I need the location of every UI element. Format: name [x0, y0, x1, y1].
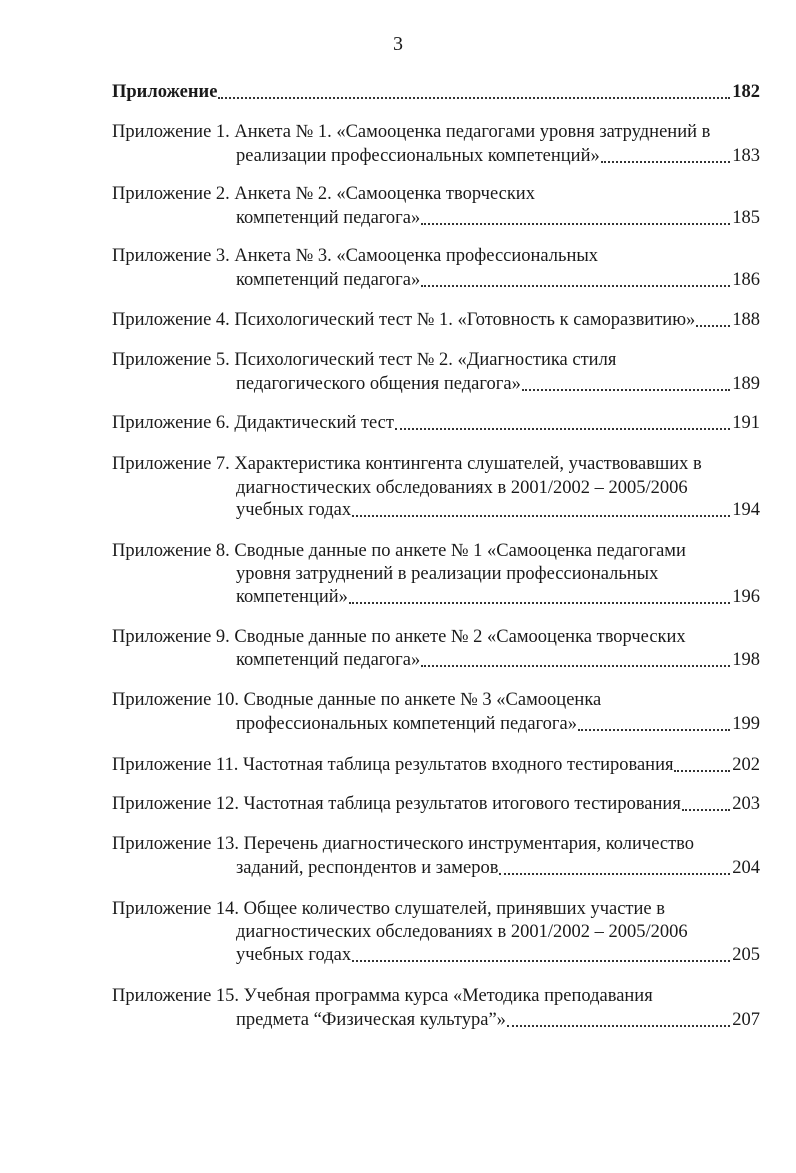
- entry-text: Приложение 12. Частотная таблица результатов итогового тестирования: [112, 794, 681, 814]
- entry-text: Приложение 10. Сводные данные по анкете № 3 «Самооценка: [112, 690, 602, 710]
- dot-leader: [349, 588, 730, 604]
- toc-entry-6[interactable]: [112, 411, 760, 435]
- entry-text: Приложение 5. Психологический тест № 2. «Диагностика стиля: [112, 350, 617, 370]
- entry-text: Приложение 14. Общее количество слушателей, принявших участие в: [112, 899, 665, 919]
- entry-text: компетенций»: [236, 587, 348, 607]
- entry-text: Приложение 4. Психологический тест № 1. «Готовность к саморазвитию»: [112, 310, 696, 330]
- entry-text: Приложение 6. Дидактический тест: [112, 413, 394, 433]
- toc-entry-14-cont[interactable]: [236, 920, 760, 944]
- entry-page: 183: [732, 146, 760, 166]
- toc-entry-10[interactable]: [112, 688, 760, 712]
- page-number: 3: [393, 33, 403, 55]
- toc-entry-4[interactable]: [112, 308, 760, 332]
- entry-text: компетенций педагога»: [236, 650, 421, 670]
- entry-text: уровня затруднений в реализации профессиональных: [236, 564, 659, 584]
- entry-text: заданий, респондентов и замеров: [236, 858, 499, 878]
- dot-leader: [395, 414, 730, 430]
- dot-leader: [421, 271, 730, 287]
- dot-leader: [674, 756, 730, 772]
- toc-entry-8-cont2[interactable]: [236, 585, 760, 609]
- toc-entry-11[interactable]: [112, 753, 760, 777]
- toc-heading[interactable]: [112, 80, 760, 104]
- toc-entry-14-cont2[interactable]: [236, 943, 760, 967]
- entry-text: Приложение 1. Анкета № 1. «Самооценка педагогами уровня затруднений в: [112, 122, 711, 142]
- toc-entry-2-cont[interactable]: [236, 206, 760, 230]
- entry-text: диагностических обследованиях в 2001/2002 – 2005/2006: [236, 922, 688, 942]
- toc-entry-1[interactable]: [112, 120, 760, 144]
- dot-leader: [522, 375, 730, 391]
- dot-leader: [682, 795, 730, 811]
- dot-leader: [421, 209, 730, 225]
- toc-entry-7-cont2[interactable]: [236, 498, 760, 522]
- toc-entry-3[interactable]: [112, 244, 760, 268]
- dot-leader: [601, 147, 731, 163]
- dot-leader: [218, 83, 730, 99]
- dot-leader: [352, 946, 730, 962]
- entry-page: 188: [732, 310, 760, 330]
- toc-entry-5-cont[interactable]: [236, 372, 760, 396]
- toc-entry-15[interactable]: [112, 984, 760, 1008]
- entry-text: Приложение 11. Частотная таблица результатов входного тестирования: [112, 755, 674, 775]
- entry-text: Приложение 7. Характеристика контингента слушателей, участвовавших в: [112, 454, 702, 474]
- entry-page: 186: [732, 270, 760, 290]
- toc-heading-page: 182: [732, 82, 760, 102]
- entry-text: компетенций педагога»: [236, 208, 421, 228]
- entry-text: педагогического общения педагога»: [236, 374, 521, 394]
- entry-text: Приложение 8. Сводные данные по анкете № 1 «Самооценка педагогами: [112, 541, 686, 561]
- entry-page: 185: [732, 208, 760, 228]
- entry-text: Приложение 9. Сводные данные по анкете № 2 «Самооценка творческих: [112, 627, 686, 647]
- dot-leader: [507, 1011, 730, 1027]
- entry-text: профессиональных компетенций педагога»: [236, 714, 577, 734]
- toc-entry-10-cont[interactable]: [236, 712, 760, 736]
- entry-text: компетенций педагога»: [236, 270, 421, 290]
- entry-page: 194: [732, 500, 760, 520]
- entry-text: учебных годах: [236, 945, 352, 965]
- entry-text: Приложение 15. Учебная программа курса «Методика преподавания: [112, 986, 653, 1006]
- toc-entry-7[interactable]: [112, 452, 760, 476]
- entry-page: 191: [732, 413, 760, 433]
- entry-page: 198: [732, 650, 760, 670]
- dot-leader: [578, 715, 730, 731]
- entry-text: Приложение 3. Анкета № 3. «Самооценка профессиональных: [112, 246, 599, 266]
- entry-text: Приложение 2. Анкета № 2. «Самооценка творческих: [112, 184, 535, 204]
- entry-page: 204: [732, 858, 760, 878]
- entry-page: 203: [732, 794, 760, 814]
- toc-entry-2[interactable]: [112, 182, 760, 206]
- toc-entry-7-cont[interactable]: [236, 476, 760, 500]
- entry-text: Приложение 13. Перечень диагностического инструментария, количество: [112, 834, 695, 854]
- dot-leader: [696, 311, 730, 327]
- toc-heading-label: Приложение: [112, 82, 218, 102]
- entry-page: 205: [732, 945, 760, 965]
- entry-page: 196: [732, 587, 760, 607]
- toc-entry-1-cont[interactable]: [236, 144, 760, 168]
- toc-entry-12[interactable]: [112, 792, 760, 816]
- toc-entry-9[interactable]: [112, 625, 760, 649]
- toc-entry-13-cont[interactable]: [236, 856, 760, 880]
- dot-leader: [499, 859, 730, 875]
- toc-entry-5[interactable]: [112, 348, 760, 372]
- entry-page: 189: [732, 374, 760, 394]
- entry-text: реализации профессиональных компетенций»: [236, 146, 600, 166]
- dot-leader: [352, 501, 730, 517]
- toc-entry-3-cont[interactable]: [236, 268, 760, 292]
- toc-entry-8[interactable]: [112, 539, 760, 563]
- entry-text: предмета “Физическая культура”»: [236, 1010, 506, 1030]
- entry-text: учебных годах: [236, 500, 352, 520]
- toc-entry-14[interactable]: [112, 897, 760, 921]
- dot-leader: [421, 651, 730, 667]
- entry-page: 207: [732, 1010, 760, 1030]
- toc-entry-9-cont[interactable]: [236, 648, 760, 672]
- toc-entry-8-cont[interactable]: [236, 562, 760, 586]
- entry-page: 199: [732, 714, 760, 734]
- entry-text: диагностических обследованиях в 2001/2002 – 2005/2006: [236, 478, 688, 498]
- toc-entry-13[interactable]: [112, 832, 760, 856]
- toc-entry-15-cont[interactable]: [236, 1008, 760, 1032]
- entry-page: 202: [732, 755, 760, 775]
